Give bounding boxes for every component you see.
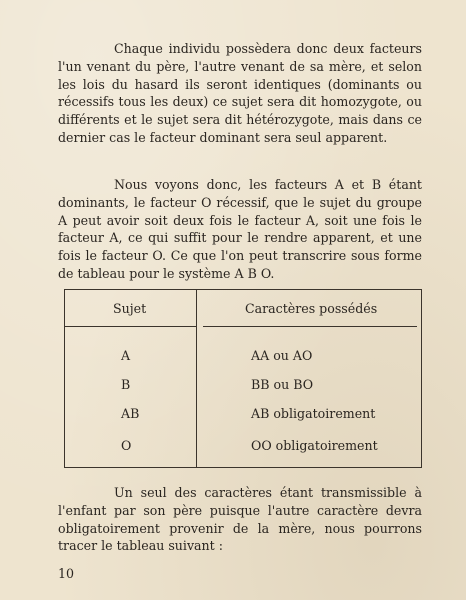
paragraph-heredity-factors: Chaque individu possèdera donc deux facteurs l'un venant du père, l'autre venant de sa mère, et selon les lois du hasard ils seront identiques (dominants ou récessifs tous les deux) ce sujet sera dit homozygote, ou différents et le sujet sera dit hétérozygote, mais dans ce dernier cas le facteur dominant sera seul apparent. [58,41,422,145]
abo-genotype-table [64,289,422,468]
table-header-rule-left [65,326,196,327]
table-cell-characters: BB ou BO [251,377,314,392]
table-header-subject: Sujet [113,301,147,316]
page-number: 10 [58,566,75,581]
table-cell-characters: AB obligatoirement [251,406,376,421]
table-cell-characters: OO obligatoirement [251,438,378,453]
paragraph-abo-factors: Nous voyons donc, les facteurs A et B étant dominants, le facteur O récessif, que le sujet du groupe A peut avoir soit deux fois le facteur A, soit une fois le facteur A, ce qui suffit pour le rendre apparent, et une fois le facteur O. Ce que l'on peut transcrire sous forme de tableau pour le système A B O. [58,177,422,281]
table-header-rule-right [203,326,417,327]
table-cell-subject: AB [121,406,140,421]
paragraph-transmission: Un seul des caractères étant transmissible à l'enfant par son père puisque l'autre caractère devra obligatoirement provenir de la mère, nous pourrons tracer le tableau suivant : [58,485,422,554]
table-cell-characters: AA ou AO [251,348,313,363]
table-header-characters: Caractères possédés [245,301,378,316]
table-cell-subject: A [121,348,131,363]
table-cell-subject: B [121,377,131,392]
table-column-divider [196,290,197,467]
table-cell-subject: O [121,438,132,453]
